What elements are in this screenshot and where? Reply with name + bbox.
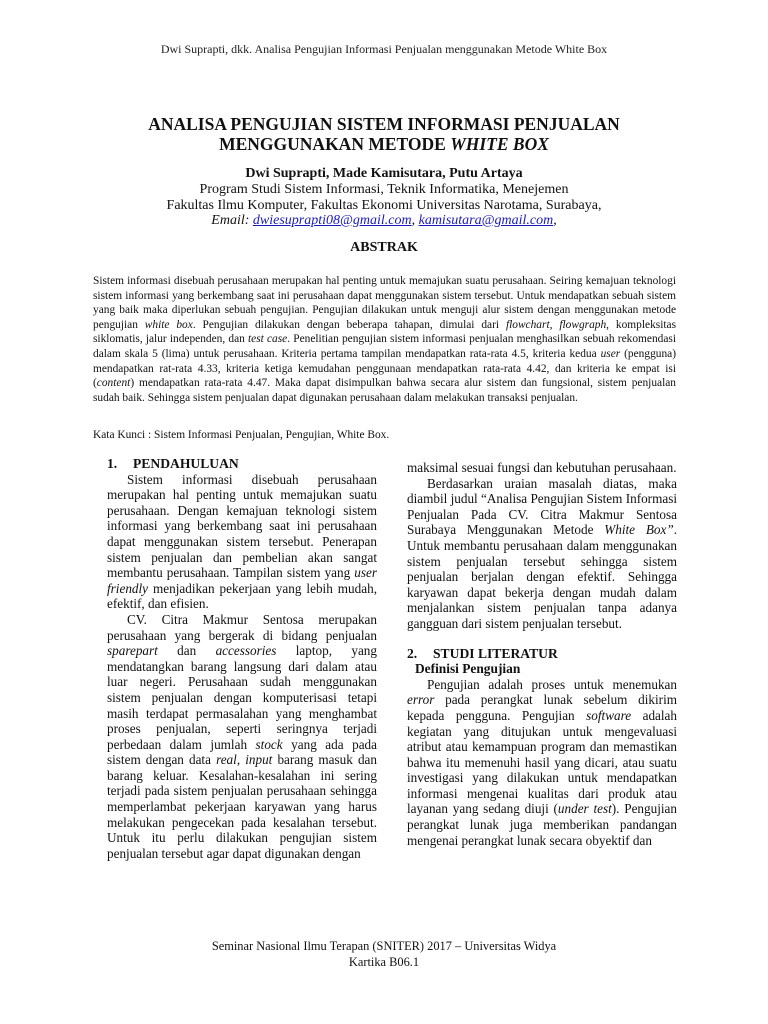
section-heading-1 <box>107 456 377 472</box>
paragraph-text: Pengujian adalah proses untuk menemukan <box>427 676 677 692</box>
email-label: Email: <box>211 213 253 228</box>
paragraph-italic: user friendly <box>107 565 377 596</box>
paragraph-text: pada perangkat lunak sebelum dikirim kepada pengguna. Pengujian <box>407 692 677 723</box>
paragraph-text: yang ada pada sistem dengan data <box>107 736 377 768</box>
footer-line-1: Seminar Nasional Ilmu Terapan (SNITER) 2017 – Universitas Widya <box>211 939 557 953</box>
authors: Dwi Suprapti, Made Kamisutara, Putu Artaya <box>245 166 523 181</box>
email-end: , <box>553 213 557 228</box>
paragraph-italic: under test <box>557 801 612 817</box>
paragraph-text: laptop, yang mendatangkan barang langsung dari dalam atau luar negeri. Perusahaan sudah menggunakan sistem penjualan dengan komputerisasi tetapi masih terdapat permasalahan yang menghambat proses penjualan, seperti seringnya terjadi perbedaan dalam jumlah <box>107 643 377 752</box>
title-line-1: ANALISA PENGUJIAN SISTEM INFORMASI PENJUALAN <box>148 114 620 134</box>
paragraph-text: menjadikan pekerjaan yang lebih mudah, efektif, dan efisien. <box>107 580 377 612</box>
abstract-text: . Pengujian dilakukan dengan beberapa tahapan, dimulai dari <box>192 318 506 331</box>
email-line <box>60 213 708 229</box>
email-link-1[interactable]: dwiesuprapti08@gmail.com <box>252 213 412 228</box>
paragraph <box>107 612 377 862</box>
section-title: PENDAHULUAN <box>133 456 239 471</box>
paragraph-text: Berdasarkan uraian masalah diatas, maka diambil judul “Analisa Pengujian Sistem Informasi Penjualan Pada CV. Citra Makmur Sentosa Surabaya Menggunakan Metode <box>407 475 677 538</box>
abstract-italic: user <box>600 347 621 360</box>
paragraph <box>407 677 677 849</box>
paragraph-italic: software <box>586 707 632 723</box>
paragraph-italic: real <box>216 752 237 768</box>
abstract-text: Sistem informasi disebuah perusahaan merupakan hal penting untuk memajukan suatu perusahaan. Seiring kemajuan teknologi sistem informasi yang berkembang saat ini perusahaan dapat menggunakan sistem tersebut. Untuk mendapatkan sebuah sistem yang baik maka diperlukan sebuah pengujian. Pengujian dilakukan untuk menguji alur sistem dengan menggunakan metode pengujian <box>93 275 676 331</box>
affiliation-line-2: Fakultas Ilmu Komputer, Fakultas Ekonomi Universitas Narotama, Surabaya, <box>166 198 602 213</box>
title-line-2-text: MENGGUNAKAN METODE <box>219 134 451 154</box>
abstract-italic: white box <box>144 318 193 331</box>
abstract-text: ) mendapatkan rata-rata 4.47. Maka dapat disimpulkan bahwa secara alur sistem dan fungsional, sistem penjualan sudah baik. Sehingga sistem penjualan dapat digunakan perusahaan dalam melakukan transaksi penjualan. <box>93 377 676 404</box>
paragraph-text: Sistem informasi disebuah perusahaan merupakan hal penting untuk memajukan suatu perusahaan. Dengan kemajuan teknologi sistem informasi yang berkembang saat ini perusahaan dapat menggunakan sistem tersebut. Penerapan sistem penjualan dan pembelian akan sangat membantu perusahaan. Tampilan sistem yang <box>107 471 377 581</box>
paragraph-text: adalah kegiatan yang ditujukan untuk mengevaluasi atribut atau kemampuan program dan memastikan bahwa itu memenuhi hasil yang dicari, atau suatu investigasi yang dilakukan untuk mendapatkan informasi mengenai kualitas dari produk atau layanan yang sedang diuji ( <box>407 707 677 817</box>
section-title: STUDI LITERATUR <box>433 645 558 661</box>
paragraph-text: , <box>236 752 246 768</box>
email-separator: , <box>411 213 419 228</box>
affiliation-line-1: Program Studi Sistem Informasi, Teknik Informatika, Menejemen <box>199 182 569 197</box>
paragraph <box>107 472 377 612</box>
title-line-2-italic: WHITE BOX <box>450 134 549 154</box>
paragraph <box>407 476 677 632</box>
subsection-heading: Definisi Pengujian <box>415 661 521 677</box>
abstract-body <box>93 274 676 405</box>
page-footer <box>0 938 768 970</box>
paragraph: maksimal sesuai fungsi dan kebutuhan perusahaan. <box>407 460 677 475</box>
paragraph-text: barang masuk dan barang keluar. Kesalahan-kesalahan ini sering terjadi pada sistem penjualan perusahaan sehingga memperlambat pekerjaan karyawan yang harus melakukan pengecekan pada kesalahan tersebut. Untuk itu perlu dilakukan pengujian sistem penjualan tersebut agar dapat digunakan dengan <box>107 752 378 861</box>
spacer <box>407 632 677 646</box>
section-number: 1. <box>107 456 118 471</box>
paragraph-italic: stock <box>255 736 283 752</box>
paragraph-italic: error <box>407 692 435 708</box>
right-column <box>407 460 677 848</box>
paragraph-italic: accessories <box>215 643 277 659</box>
abstract-italic: test case <box>248 333 288 346</box>
abstract-heading: ABSTRAK <box>350 240 418 255</box>
title-line-2 <box>60 134 708 154</box>
abstract-text: . Penelitian pengujian sistem informasi penjualan menghasilkan sebuah rekomendasi dalam skala 5 (lima) untuk perusahaan. Kriteria pertama tampilan mendapatkan rata-rata 4.5, kriteria kedua <box>93 333 676 360</box>
left-column <box>107 456 377 861</box>
section-heading-2 <box>407 646 677 662</box>
section-number: 2. <box>407 645 418 661</box>
paragraph-text: ). Pengujian perangkat lunak juga memberikan pandangan mengenai perangkat lunak secara obyektif dan <box>407 801 677 848</box>
abstract-text: (pengguna) mendapatkan rat-rata 4.33, kriteria ketiga kemudahan penggunaan mendapatkan rata-rata 4.42, dan kriteria ke empat isi ( <box>93 347 677 390</box>
abstract-text: , kompleksitas siklomatis, jalur independen, dan <box>93 318 677 346</box>
paragraph-text: . Untuk membantu perusahaan dalam menggunakan sistem penjualan tersebut sehingga sistem penjualan berjalan dengan efektif. Sehingga karyawan dapat bekerja dengan mudah dalam menjalankan sistem penjualan tanpa adanya gangguan dari sistem penjualan tersebut. <box>407 522 677 631</box>
paragraph-text: CV. Citra Makmur Sentosa merupakan perusahaan yang bergerak di bidang penjualan <box>107 611 377 643</box>
paragraph-italic: sparepart <box>107 643 158 659</box>
running-header: Dwi Suprapti, dkk. Analisa Pengujian Informasi Penjualan menggunakan Metode White Box <box>160 42 608 56</box>
paragraph-italic: input <box>245 752 273 768</box>
footer-line-2: Kartika B06.1 <box>348 955 420 969</box>
email-link-2[interactable]: kamisutara@gmail.com <box>418 213 554 228</box>
paragraph-italic: White Box” <box>604 522 674 538</box>
keywords: Kata Kunci : Sistem Informasi Penjualan, Pengujian, White Box. <box>93 429 390 441</box>
paper-title <box>60 114 708 154</box>
paragraph-text: dan <box>157 643 216 659</box>
abstract-italic: content <box>96 377 131 390</box>
abstract-italic: flowchart, flowgraph <box>505 318 607 331</box>
